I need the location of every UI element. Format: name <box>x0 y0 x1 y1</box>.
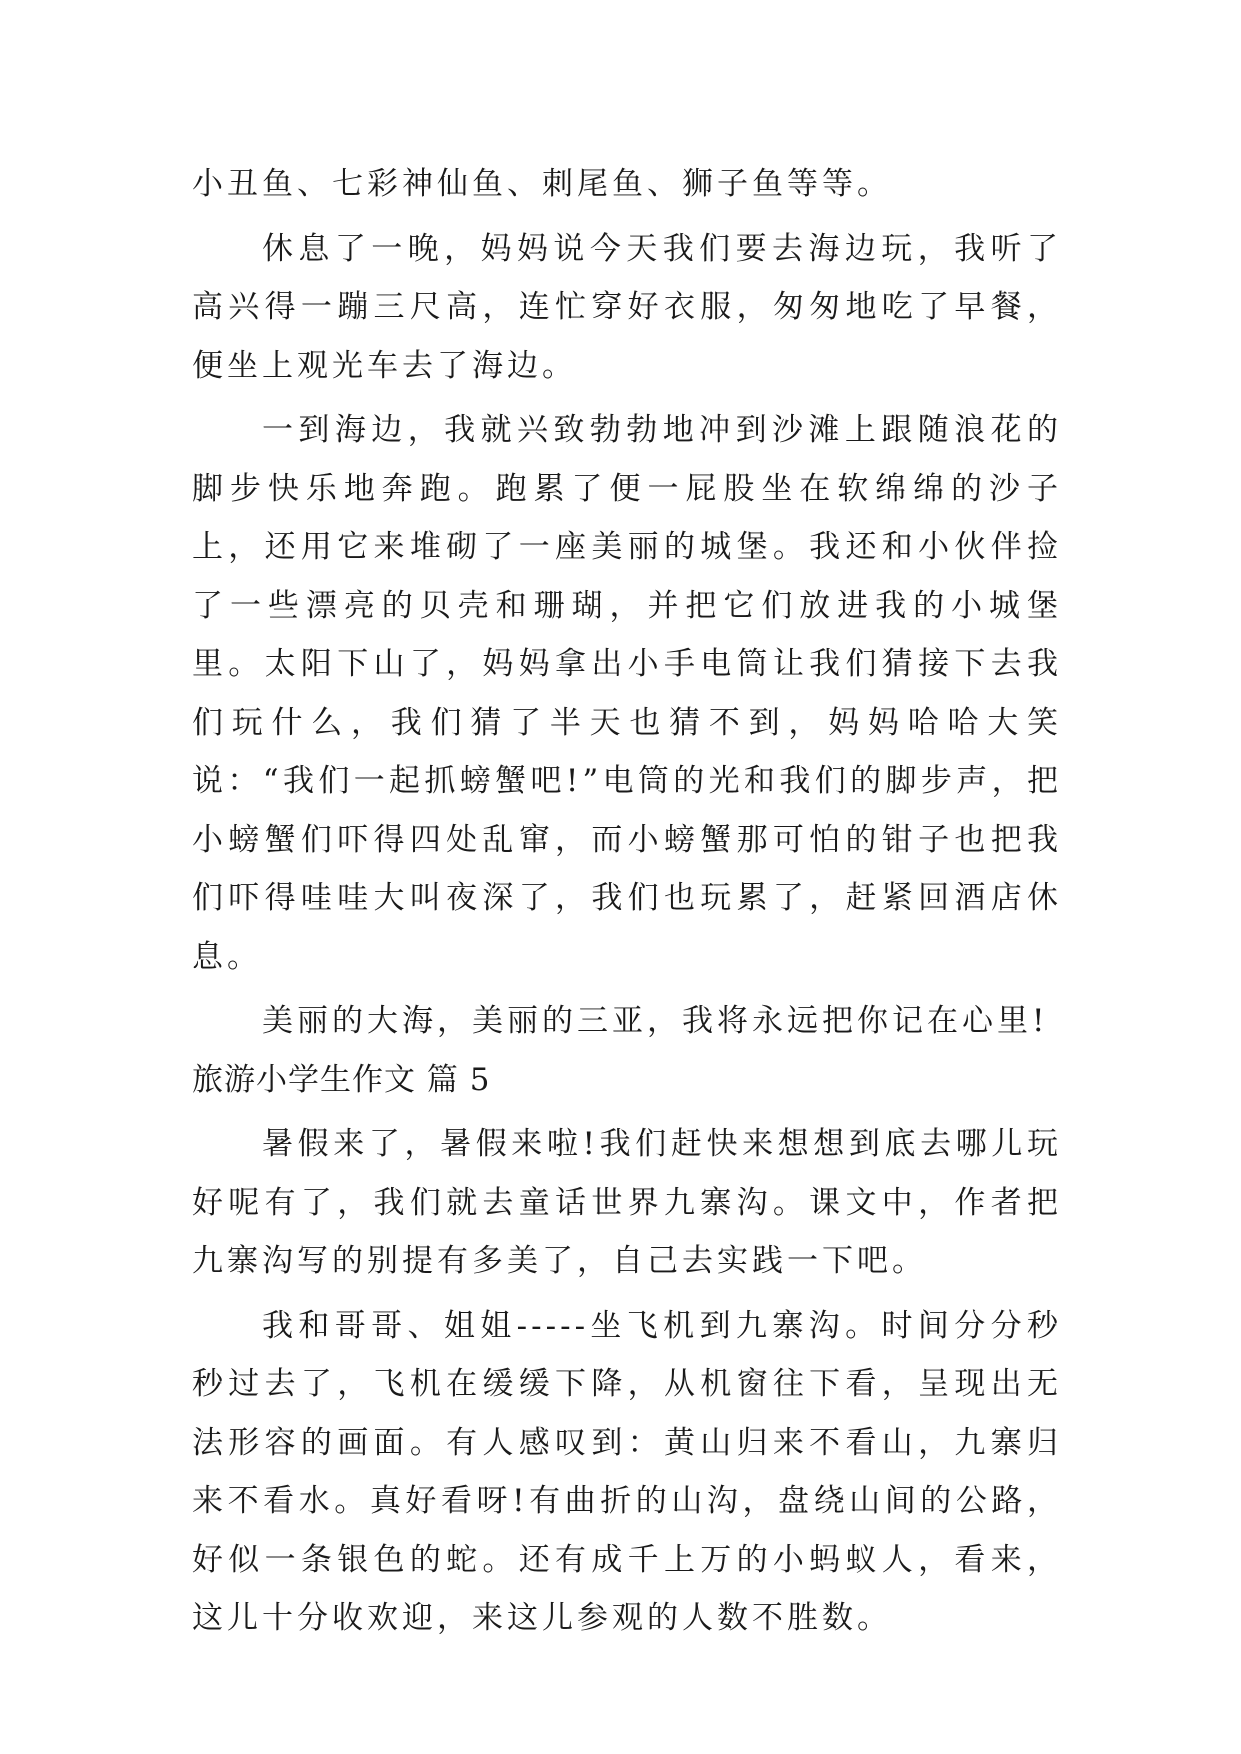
paragraph-summer-vacation: 暑假来了，暑假来啦!我们赶快来想想到底去哪儿玩好呢有了，我们就去童话世界九寨沟。课文中，作者把九寨沟写的别提有多美了，自己去实践一下吧。 <box>192 1126 1062 1279</box>
paragraph-beach: 一到海边，我就兴致勃勃地冲到沙滩上跟随浪花的脚步快乐地奔跑。跑累了便一屁股坐在软绵绵的沙子上，还用它来堆砌了一座美丽的城堡。我还和小伙伴捡了一些漂亮的贝壳和珊瑚，并把它们放进我的小城堡里。太阳下山了，妈妈拿出小手电筒让我们猜接下去我们玩什么，我们猜了半天也猜不到，妈妈哈哈大笑说：“我们一起抓螃蟹吧!”电筒的光和我们的脚步声，把小螃蟹们吓得四处乱窜，而小螃蟹那可怕的钳子也把我们吓得哇哇大叫夜深了，我们也玩累了，赶紧回酒店休息。 <box>192 412 1062 975</box>
document-body <box>192 155 1062 1648</box>
paragraph-fish-list: 小丑鱼、七彩神仙鱼、刺尾鱼、狮子鱼等等。 <box>192 166 892 202</box>
paragraph-rest-night: 休息了一晚，妈妈说今天我们要去海边玩，我听了高兴得一蹦三尺高，连忙穿好衣服，匆匆地吃了早餐，便坐上观光车去了海边。 <box>192 230 1062 384</box>
essay-heading: 旅游小学生作文 篇 5 <box>192 1061 491 1098</box>
paragraph-sanya-closing: 美丽的大海，美丽的三亚，我将永远把你记在心里! <box>262 1003 1049 1039</box>
paragraph-jiuzhaigou-flight: 我和哥哥、姐姐-----坐飞机到九寨沟。时间分分秒秒过去了，飞机在缓缓下降，从机窗往下看，呈现出无法形容的画面。有人感叹到：黄山归来不看山，九寨归来不看水。真好看呀!有曲折的山沟，盘绕山间的公路，好似一条银色的蛇。还有成千上万的小蚂蚁人，看来，这儿十分收欢迎，来这儿参观的人数不胜数。 <box>192 1307 1062 1636</box>
